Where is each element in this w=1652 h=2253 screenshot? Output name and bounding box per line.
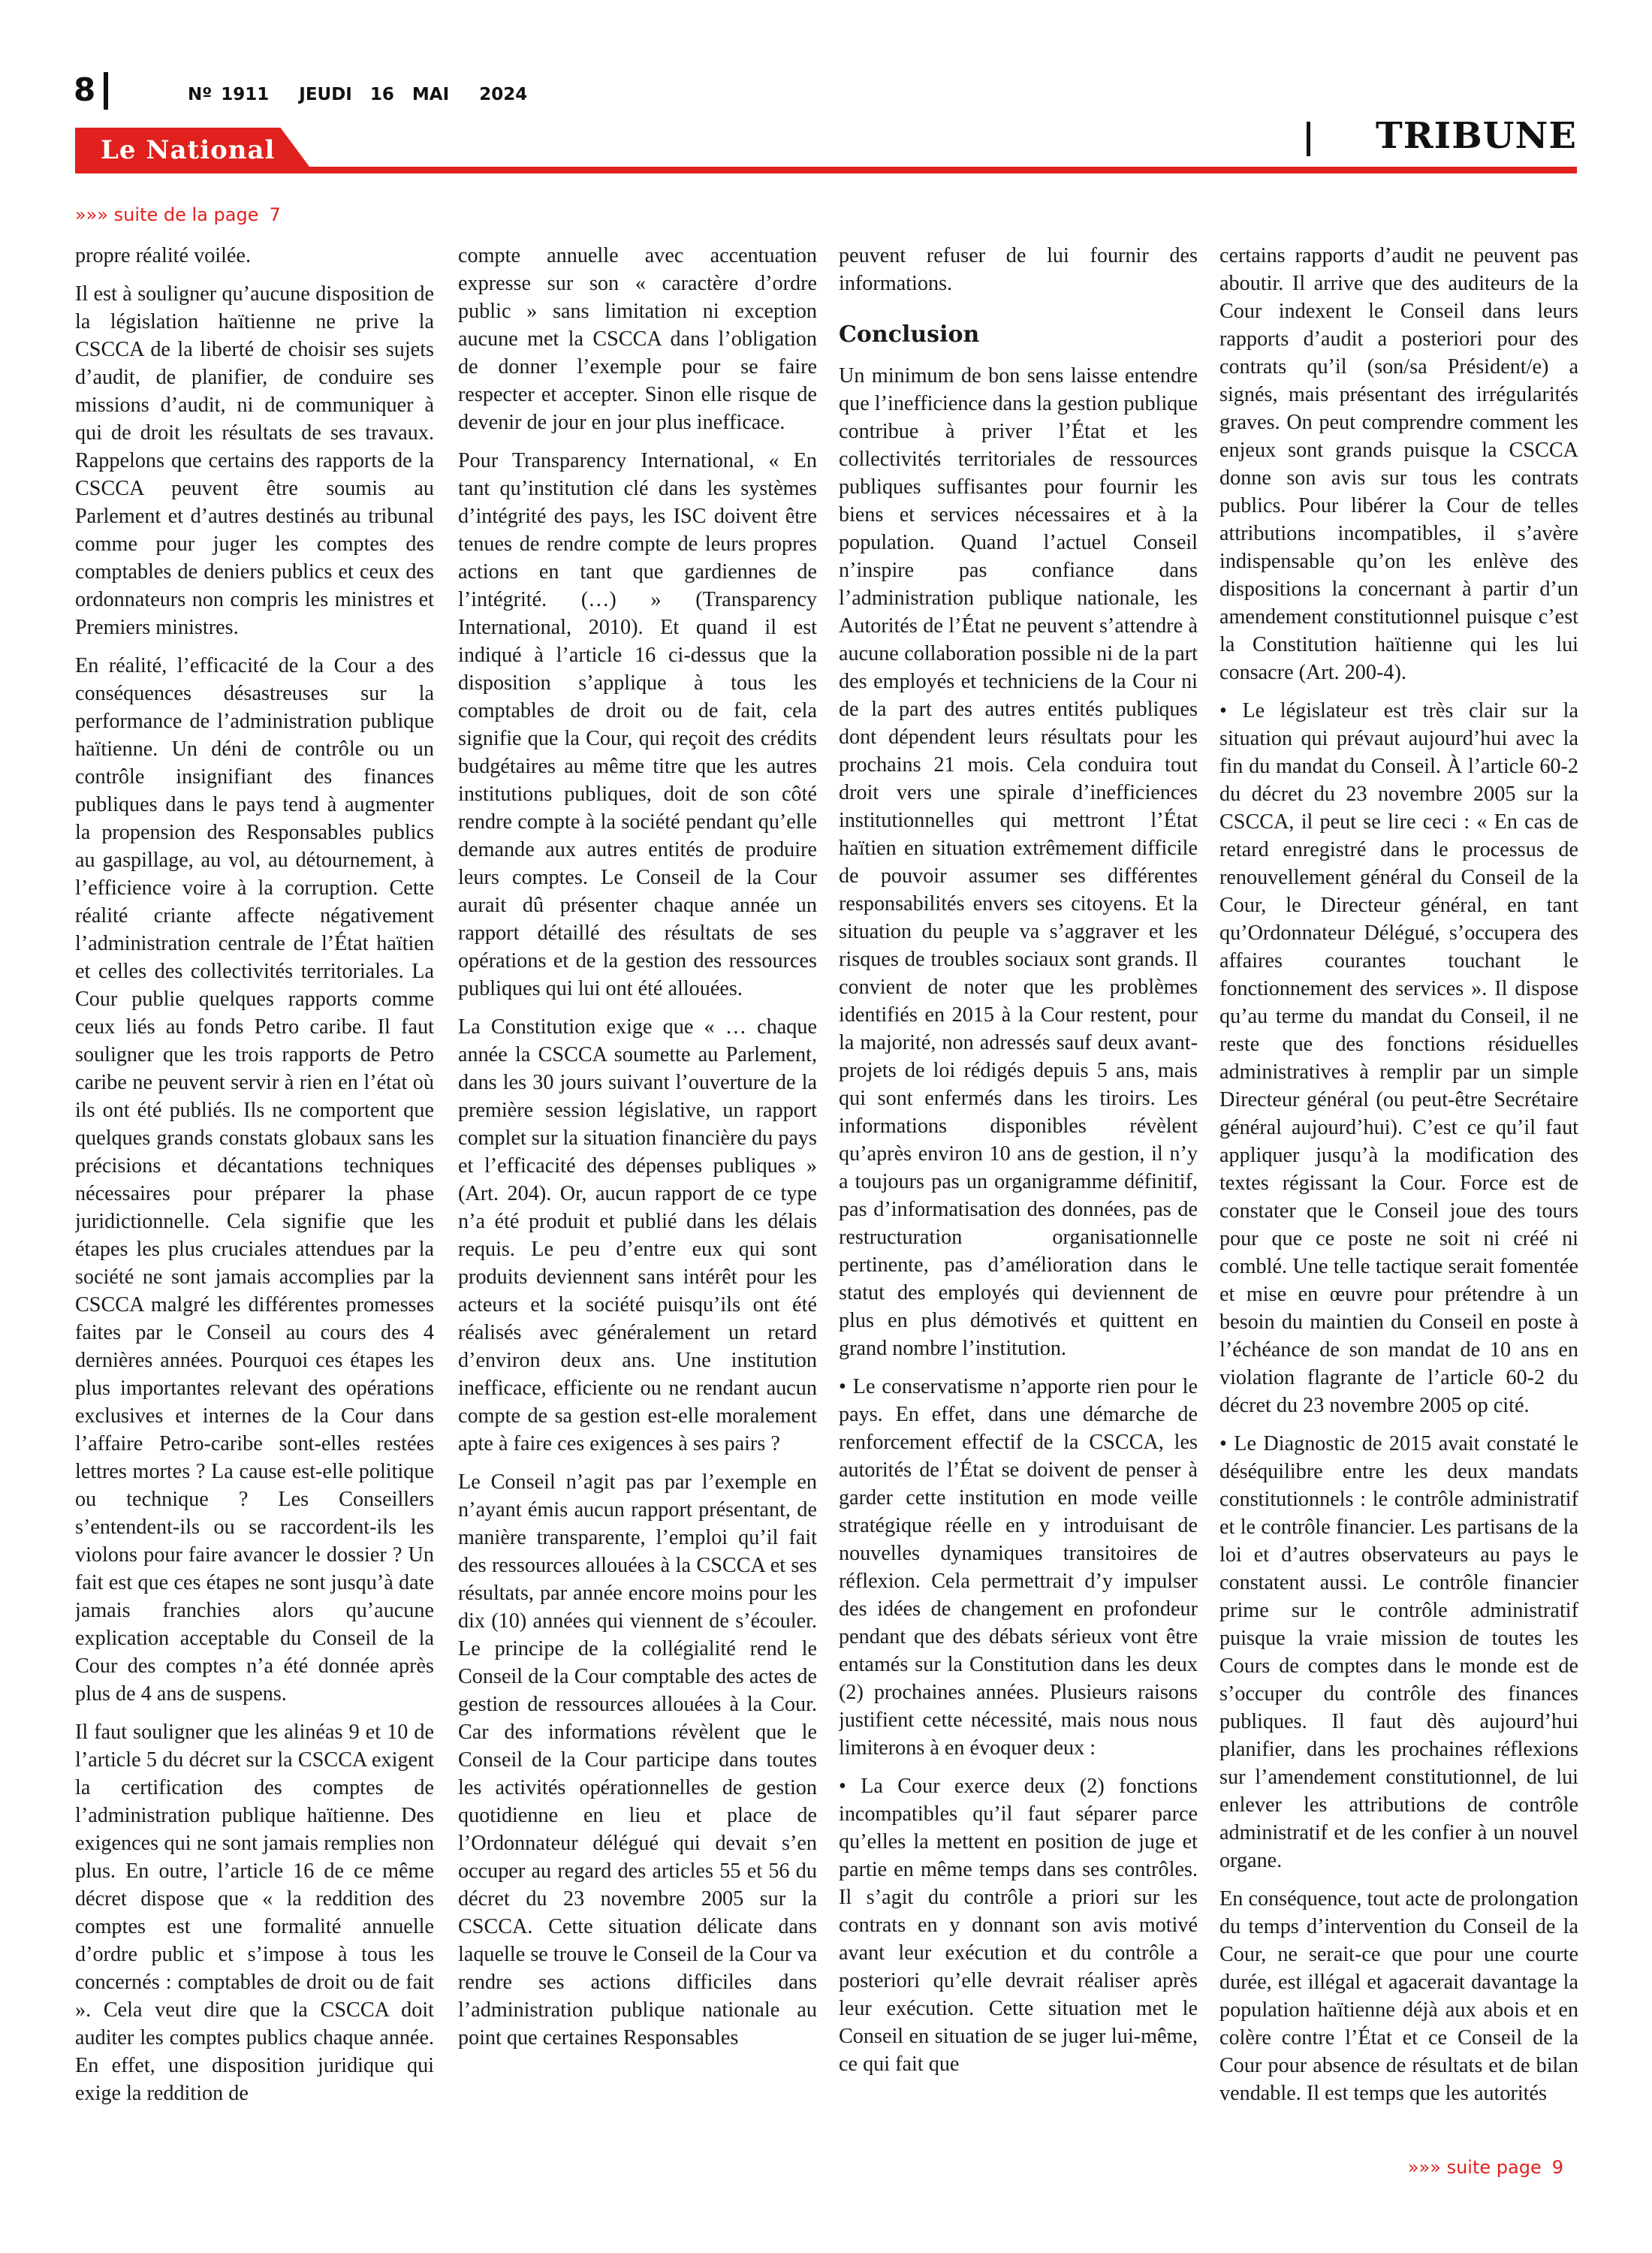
section-heading: Conclusion xyxy=(839,321,980,348)
issue-year: 2024 xyxy=(479,85,528,104)
article-paragraph: propre réalité voilée. xyxy=(75,244,251,267)
article-column-4 xyxy=(1219,242,1578,2149)
issue-number: Nº 1911 xyxy=(188,85,270,104)
article-paragraph: La Constitution exige que « … chaque année la CSCCA soumette au Parlement, dans les 30 jours suivant l’ouverture de la première session législative, un rapport complet sur la situation financière du pays et l’efficacité des dépenses publiques » (Art. 204). Or, aucun rapport de ce type n’a été produit et publié dans les délais requis. Le peu d’entre eux qui sont produits deviennent sans intérêt pour les acteurs et la société puisqu’ils ont été réalisés avec généralement un retard d’environ deux ans. Une institution inefficace, efficiente ou ne rendant aucun compte de sa gestion est-elle moralement apte à faire ces exigences à ses pairs ? xyxy=(458,1015,817,1455)
page-number: 8 xyxy=(74,71,96,108)
article-paragraph: • Le Diagnostic de 2015 avait constaté le déséquilibre entre les deux mandats constitutionnels : le contrôle administratif et le contrôle financier. Les partisans de la loi et d’autres observateurs au pays le constatent aussi. Le contrôle financier prime sur le contrôle administratif puisque la vraie mission de toutes les Cours de comptes dans le monde est de s’occuper du contrôle des finances publiques. Il faut dès aujourd’hui planifier, dans les prochaines réflexions sur l’amendement constitutionnel, de lui enlever les attributions de contrôle administratif et de les confier à un nouvel organe. xyxy=(1219,1432,1578,1872)
article-paragraph: certains rapports d’audit ne peuvent pas aboutir. Il arrive que des auditeurs de la Cour indexent le Conseil dans leurs rapports d’audit a posteriori pour des contrats qu’il (son/sa Président/e) a signés, mais présentant des irrégularités graves. On peut comprendre comment les enjeux sont grands puisque la CSCCA donne son avis sur tous les contrats publics. Pour libérer la Cour de telles attributions incompatibles, il s’avère indispensable qu’on les enlève des dispositions la concernant à partir d’un amendement constitutionnel puisque c’est la Constitution haïtienne qui les lui consacre (Art. 200-4). xyxy=(1219,244,1578,684)
page-number-divider xyxy=(104,72,108,110)
issue-info xyxy=(188,85,548,104)
article-paragraph: Pour Transparency International, « En tant qu’institution clé dans les systèmes d’intégrité des pays, les ISC doivent être tenues de rendre compte de leurs propres actions en tant que gardiennes de l’intégrité. (…) » (Transparency International, 2010). Et quand il est indiqué à l’article 16 ci-dessus que la disposition s’applique à tous les comptables de droit ou de fait, cela signifie que la Cour, qui reçoit des crédits budgétaires au même titre que les autres institutions publiques, doit de son côté rendre compte à la société pendant qu’elle demande aux autres entités de produire leurs comptes. Le Conseil de la Cour aurait dû présenter chaque année un rapport détaillé des résultats de ses opérations et de la gestion des ressources publiques qui lui ont été allouées. xyxy=(458,449,817,1000)
continued-to[interactable] xyxy=(1408,2157,1563,2178)
section-divider xyxy=(1307,122,1310,156)
article-paragraph: Il est à souligner qu’aucune disposition de la législation haïtienne ne prive la CSCCA de la liberté de choisir ses sujets d’audit, de planifier, de conduire ses missions d’audit, ni de communiquer à qui de droit les résultats de ses travaux. Rappelons que certains des rapports de la CSCCA peuvent être soumis au Parlement et d’autres destinés au tribunal comme pour juger les comptes des comptables de deniers publics et ceux des ordonnateurs non compris les ministres et Premiers ministres. xyxy=(75,282,434,639)
issue-day: 16 xyxy=(369,85,394,104)
continued-from-label: »»» suite de la page xyxy=(75,204,259,225)
continued-from[interactable] xyxy=(75,204,281,225)
continued-to-label: »»» suite page xyxy=(1407,2157,1542,2178)
article-paragraph: • La Cour exerce deux (2) fonctions incompatibles qu’il faut séparer parce qu’elles la mettent en position de juge et partie en même temps dans ses contrôles. Il s’agit du contrôle a priori sur les contrats en y donnant son avis motivé avant leur exécution et du contrôle a posteriori qu’elle devrait réaliser après leur exécution. Cette situation met le Conseil en situation de se juger lui-même, ce qui fait que xyxy=(839,1775,1198,2076)
article-column-3 xyxy=(839,242,1198,2149)
article-column-2 xyxy=(458,242,817,2149)
section-title: TRIBUNE xyxy=(1376,115,1577,157)
article-paragraph: En conséquence, tout acte de prolongation du temps d’intervention du Conseil de la Cour, ne serait-ce que pour une courte durée, est illégal et agacerait davantage la population haïtienne déjà aux abois et en colère contre l’État et ce Conseil de la Cour pour absence de résultats et de bilan vendable. Il est temps que les autorités xyxy=(1219,1887,1578,2105)
issue-month: MAI xyxy=(411,85,450,104)
continued-to-page: 9 xyxy=(1551,2157,1563,2178)
continued-from-page: 7 xyxy=(269,204,281,225)
article-paragraph: Le Conseil n’agit pas par l’exemple en n’ayant émis aucun rapport présentant, de manière transparente, l’emploi qu’il fait des ressources allouées à la CSCCA et ses résultats, par année encore moins pour les dix (10) années qui viennent de s’écouler. Le principe de la collégialité rend le Conseil de la Cour comptable des actes de gestion de ressources allouées à la Cour. Car des informations révèlent que le Conseil de la Cour participe dans toutes les activités opérationnelles de gestion quotidienne en lieu et place de l’Ordonnateur délégué qui devait s’en occuper au regard des articles 55 et 56 du décret du 23 novembre 2005 sur la CSCCA. Cette situation délicate dans laquelle se trouve le Conseil de la Cour va rendre ses actions difficiles dans l’administration publique nationale au point que certaines Responsables xyxy=(458,1470,817,2049)
article-paragraph: En réalité, l’efficacité de la Cour a des conséquences désastreuses sur la performance de l’administration publique haïtienne. Un déni de contrôle ou un contrôle insignifiant des finances publiques dans le pays tend à augmenter la propension des Responsables publics au gaspillage, au vol, au détournement, à l’efficience voire à la corruption. Cette réalité criante affecte négativement l’administration centrale de l’État haïtien et celles des collectivités territoriales. La Cour publie quelques rapports comme ceux liés au fonds Petro caribe. Il faut souligner que les trois rapports de Petro caribe ne peuvent servir à rien en l’état où ils ont été publiés. Ils ne comportent que quelques grands constats globaux sans les précisions et décantations techniques nécessaires pour préparer la phase juridictionnelle. Cela signifie que les étapes les plus cruciales attendues par la société ne sont jamais accomplies par la CSCCA malgré les différentes promesses faites par le Conseil au cours des 4 dernières années. Pourquoi ces étapes les plus importantes relevant des opérations exclusives et internes de la Cour dans l’affaire Petro-caribe sont-elles restées lettres mortes ? La cause est-elle politique ou technique ? Les Conseillers s’entendent-ils ou se raccordent-ils les violons pour faire avancer le dossier ? Un fait est que ces étapes ne sont jusqu’à date jamais franchies alors qu’aucune explication acceptable du Conseil de la Cour des comptes n’a été donnée après plus de 4 ans de suspens. xyxy=(75,654,434,1706)
article-paragraph: Il faut souligner que les alinéas 9 et 10 de l’article 5 du décret sur la CSCCA exigent la certification des comptes de l’administration publique haïtienne. Des exigences qui ne sont jamais remplies non plus. En outre, l’article 16 de ce même décret dispose que « la reddition des comptes est une formalité annuelle d’ordre public et s’impose à tous les concernés : comptables de droit ou de fait ». Cela veut dire que la CSCCA doit auditer les comptes publics chaque année. En effet, une disposition juridique qui exige la reddition de xyxy=(75,1721,434,2105)
issue-weekday: JEUDI xyxy=(299,85,352,104)
header-rule xyxy=(75,167,1577,173)
publication-name: Le National xyxy=(101,135,276,165)
article-paragraph: peuvent refuser de lui fournir des informations. xyxy=(839,244,1198,295)
article-paragraph: compte annuelle avec accentuation expresse sur son « caractère d’ordre public » sans limitation ni exception aucune met la CSCCA dans l’obligation de donner l’exemple pour se faire respecter et accepter. Sinon elle risque de devenir de jour en jour plus inefficace. xyxy=(458,244,817,434)
article-paragraph: • Le législateur est très clair sur la situation qui prévaut aujourd’hui avec la fin du mandat du Conseil. À l’article 60-2 du décret du 23 novembre 2005 sur la CSCCA, il peut se lire ceci : « En cas de retard enregistré dans le processus de renouvellement général du Conseil de la Cour, le Directeur général, en tant qu’Ordonnateur Délégué, s’occupera des affaires courantes touchant le fonctionnement des services ». Il dispose qu’au terme du mandat du Conseil, il ne reste que des fonctions résiduelles administratives à remplir par un simple Directeur général (ou peut-être Secrétaire général aujourd’hui). C’est ce qu’il faut appliquer jusqu’à la modification des textes régissant la Cour. Force est de constater que le Conseil joue des tours pour que ce poste ne soit ni créé ni comblé. Une telle tactique serait fomentée et mise en œuvre pour prétendre à un besoin du maintien du Conseil en poste à l’échéance de son mandat de 10 ans en violation flagrante de l’article 60-2 du décret du 23 novembre 2005 op cité. xyxy=(1219,699,1578,1417)
article-column-1 xyxy=(75,242,434,2149)
article-paragraph: Un minimum de bon sens laisse entendre que l’inefficience dans la gestion publique contribue à priver l’État et les collectivités territoriales de ressources publiques suffisantes pour fournir les biens et services nécessaires et à la population. Quand l’actuel Conseil n’inspire pas confiance dans l’administration publique nationale, les Autorités de l’État ne peuvent s’attendre à aucune collaboration possible ni de la part des employés et techniciens de la Cour ni de la part des autres entités publiques dont dépendent leurs résultats pour les prochains 21 mois. Cela conduira tout droit vers une spirale d’inefficiences institutionnelles qui mettront l’État haïtien en situation extrêmement difficile de pouvoir assumer ses différentes responsabilités envers ses citoyens. Et la situation du peuple va s’aggraver et les risques de troubles sociaux sont grands. Il convient de noter que les problèmes identifiés en 2015 à la Cour restent, pour la majorité, non adressés sauf deux avant-projets de loi rédigés depuis 5 ans, mais qui sont enfermés dans les tiroirs. Les informations disponibles révèlent qu’après environ 10 ans de gestion, il n’y a toujours pas un organigramme définitif, pas d’informatisation des données, pas de restructuration organisationnelle pertinente, pas d’amélioration dans le statut des employés qui deviennent de plus en plus démotivés et quittent en grand nombre l’institution. xyxy=(839,364,1198,1360)
article-paragraph: • Le conservatisme n’apporte rien pour le pays. En effet, dans une démarche de renforcement effectif de la CSCCA, les autorités de l’État se doivent de penser à garder cette institution en mode veille stratégique réelle en y introduisant de nouvelles dynamiques transitoires de réflexion. Cela permettrait d’y impulser des idées de changement en profondeur pendant que des débats sérieux vont être entamés sur la Constitution dans les deux (2) prochaines années. Plusieurs raisons justifient cette nécessité, mais nous nous limiterons à en évoquer deux : xyxy=(839,1375,1198,1760)
